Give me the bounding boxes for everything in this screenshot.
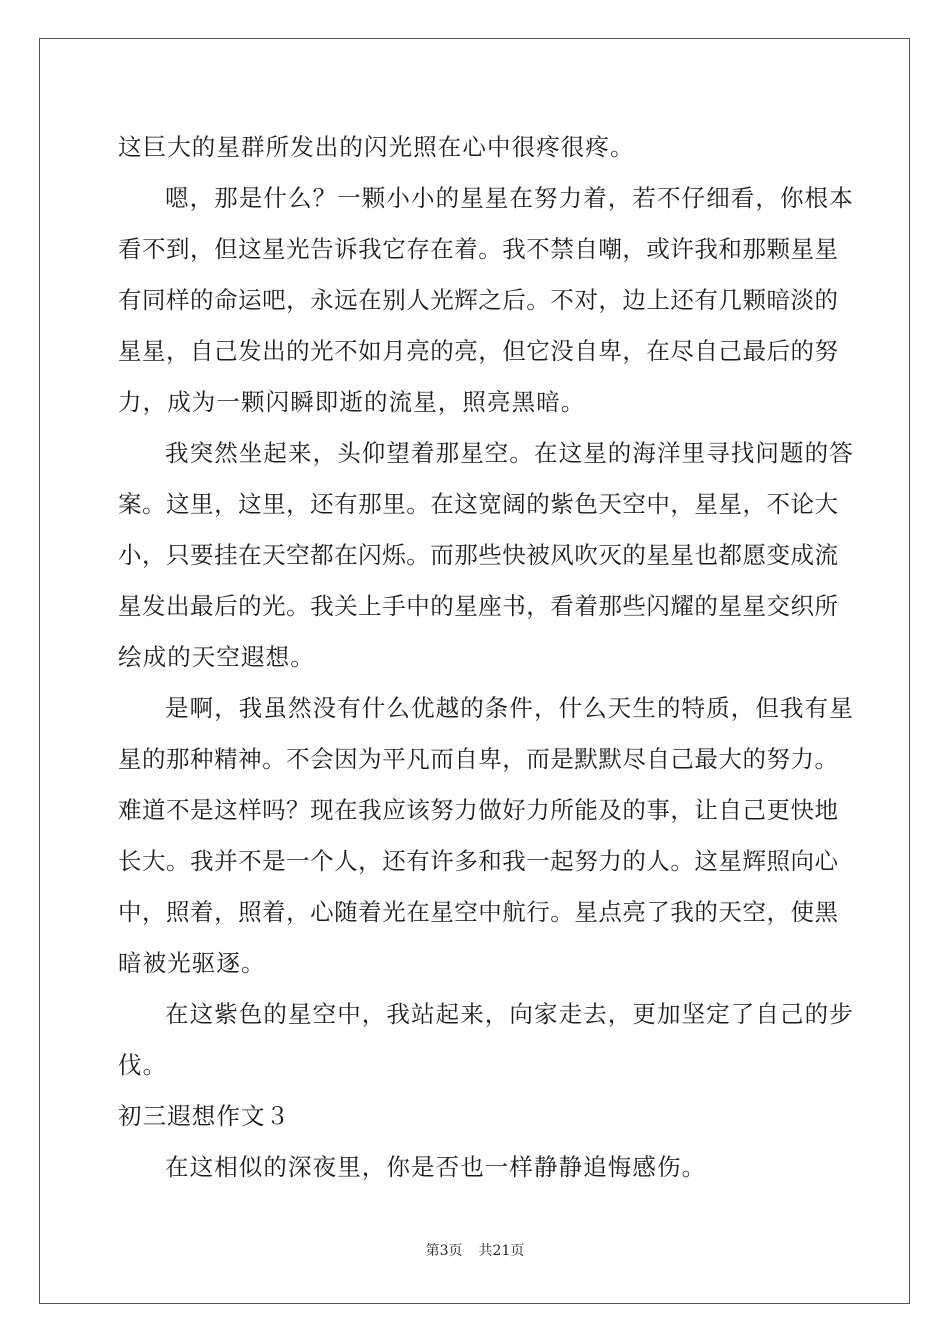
paragraph-first-line: 是啊，我虽然没有什么优越的条件，什么天生的特质，但我有星 bbox=[165, 694, 854, 722]
text-line: 看不到，但这星光告诉我它存在着。我不禁自嘲，或许我和那颗星星 bbox=[118, 235, 838, 263]
text-line: 这巨大的星群所发出的闪光照在心中很疼很疼。 bbox=[118, 133, 635, 161]
page-total: 共21页 bbox=[478, 1243, 525, 1259]
paragraph-first-line: 我突然坐起来，头仰望着那星空。在这星的海洋里寻找问题的答 bbox=[165, 439, 854, 467]
text-line: 案。这里，这里，还有那里。在这宽阔的紫色天空中，星星，不论大 bbox=[118, 490, 838, 518]
text-line: 小，只要挂在天空都在闪烁。而那些快被风吹灭的星星也都愿变成流 bbox=[118, 541, 838, 569]
page-footer bbox=[0, 1242, 950, 1260]
text-line: 难道不是这样吗？现在我应该努力做好力所能及的事，让自己更快地 bbox=[118, 796, 838, 824]
paragraph-first-line: 嗯，那是什么？一颗小小的星星在努力着，若不仔细看，你根本 bbox=[165, 184, 854, 212]
text-line: 星发出最后的光。我关上手中的星座书，看着那些闪耀的星星交织所 bbox=[118, 592, 838, 620]
section-heading: 初三遐想作文３ bbox=[118, 1102, 291, 1130]
text-line: 伐。 bbox=[118, 1051, 168, 1079]
text-line: 中，照着，照着，心随着光在星空中航行。星点亮了我的天空，使黑 bbox=[118, 898, 838, 926]
text-line: 星的那种精神。不会因为平凡而自卑，而是默默尽自己最大的努力。 bbox=[118, 745, 838, 773]
text-line: 有同样的命运吧，永远在别人光辉之后。不对，边上还有几颗暗淡的 bbox=[118, 286, 838, 314]
page-number: 第3页 bbox=[425, 1243, 463, 1259]
text-line: 力，成为一颗闪瞬即逝的流星，照亮黑暗。 bbox=[118, 388, 586, 416]
paragraph-first-line: 在这紫色的星空中，我站起来，向家走去，更加坚定了自己的步 bbox=[165, 1000, 854, 1028]
paragraph-first-line: 在这相似的深夜里，你是否也一样静静追悔感伤。 bbox=[165, 1153, 707, 1181]
text-line: 星星，自己发出的光不如月亮的亮，但它没自卑，在尽自己最后的努 bbox=[118, 337, 838, 365]
text-line: 绘成的天空遐想。 bbox=[118, 643, 315, 671]
text-line: 长大。我并不是一个人，还有许多和我一起努力的人。这星辉照向心 bbox=[118, 847, 838, 875]
text-line: 暗被光驱逐。 bbox=[118, 949, 266, 977]
